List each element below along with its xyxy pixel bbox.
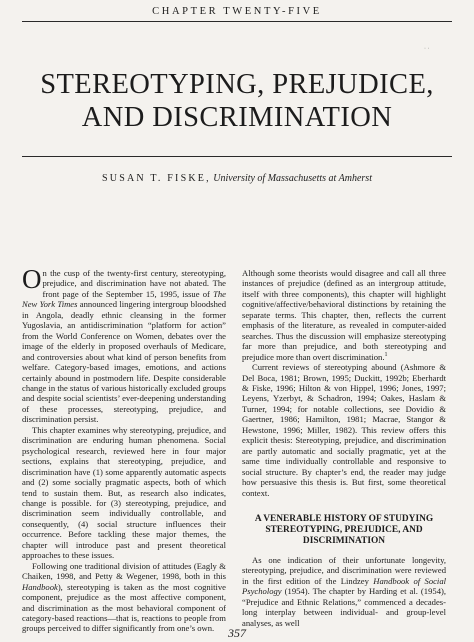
paragraph-text: Following one traditional division of attitudes (Eagly & Chaiken, 1998, and Petty & Wegener, 1998, both in this bbox=[22, 560, 226, 582]
right-column bbox=[242, 268, 446, 628]
paragraph: Current reviews of stereotyping abound (Ashmore & Del Boca, 1981; Brown, 1995; Duckitt, 1992b; Eberhardt & Fiske, 1996; Hilton & von Hippel, 1996; Jones, 1997; Leyens, Yzerbyt, & Schadron, 1994; Oakes, Haslam & Turner, 1994; for notable collections, see Dovidio & Gaertner, 1986; Hamilton, 1981; Macrae, Stangor & Hewstone, 1996; Miller, 1982). This review offers this explicit thesis: Stereotyping, prejudice, and discrimination are partly automatic and socially pragmatic, yet at the same time individually controllable and responsive to social structure. By chapter’s end, the reader may judge how persuasive this thesis is. But first, some theoretical context. bbox=[242, 362, 446, 498]
italic-title: Handbook of Social Psychology bbox=[242, 575, 447, 597]
chapter-label: CHAPTER TWENTY-FIVE bbox=[152, 6, 322, 17]
paragraph bbox=[242, 268, 446, 362]
title-rule bbox=[22, 156, 452, 157]
paragraph-text: n the cusp of the twenty-first century, stereotyping, prejudice, and discrimination have not abated. The front page of the September 15, 1995, issue of bbox=[42, 268, 226, 299]
paragraph-text: announced lingering intergroup bloodshed in Angola, deadly ethnic cleansing in the former Yugoslavia, an antidiscrimination “platform for action” from the World Conference on Women, debates over the image of the elderly in proposed overhauls of Medicare, and controversies about what kind of person benefits from welfare. Category-based images, emotions, and actions certainly abound in postmodern life. Despite considerable change in the status of various historically excluded groups and despite social scientists’ ever-deepening understanding of these processes, stereotyping, prejudice, and discrimination persist. bbox=[22, 299, 226, 425]
paragraph bbox=[22, 264, 226, 425]
italic-title: The New York Times bbox=[22, 288, 226, 310]
author-name: SUSAN T. FISKE, bbox=[102, 173, 211, 184]
paragraph-text: (1954). The chapter by Harding et al. (1954), “Prejudice and Ethnic Relations,” commenced a decades-long interplay between individual- and group-level analyses, as well bbox=[242, 586, 446, 628]
header-rule bbox=[22, 21, 452, 22]
scan-specks: · · bbox=[424, 46, 430, 52]
paragraph-text: Although some theorists would disagree and call all three instances of prejudice (defined as an intergroup attitude, itself with three components), this chapter will highlight cognitive/affective/behavioral distinctions by retaining the separate terms. This chapter, then, reflects the current emphasis of the literature, as revealed in computer-aided searches. Thus the discussion will emphasize stereotyping far more than prejudice, and both stereotyping and prejudice more than overt discrimination. bbox=[242, 268, 446, 362]
section-heading: A VENERABLE HISTORY OF STUDYING STEREOTYPING, PREJUDICE, AND DISCRIMINATION bbox=[254, 513, 434, 546]
paragraph bbox=[22, 561, 226, 634]
paragraph bbox=[242, 555, 446, 628]
chapter-title bbox=[0, 68, 474, 134]
author-line bbox=[0, 173, 474, 184]
italic-title: Handbook bbox=[22, 581, 58, 592]
running-header bbox=[0, 0, 474, 26]
paragraph: This chapter examines why stereotyping, prejudice, and discrimination are enduring human phenomena. Social psychological research, reviewed here in four major sections, explains that stereotyping, prejudice, and discrimination have (1) some apparently automatic aspects and (2) some socially pragmatic aspects, both of which tend to sustain them. But, as research also indicates, change is possible. for (3) stereotyping, prejudice, and discrimination seem individually controllable, and consequently, (4) social structure influences their occurrence. Before tackling these major themes, the chapter will introduce past and present theoretical approaches to these issues. bbox=[22, 424, 226, 561]
footnote-marker: 1 bbox=[384, 351, 388, 358]
page-number: 357 bbox=[228, 626, 246, 640]
paragraph-text: ), stereotyping is taken as the most cognitive component, prejudice as the most affective component, and discrimination as the most behavioral component of category-based reactions—that is, reactions to people from groups perceived to differ significantly from one’s own. bbox=[22, 581, 226, 634]
chapter-title-line1: STEREOTYPING, PREJUDICE, bbox=[40, 69, 434, 100]
chapter-title-line2: AND DISCRIMINATION bbox=[81, 102, 393, 133]
left-column bbox=[22, 264, 226, 634]
paragraph-text: As one indication of their unfortunate longevity, stereotyping, prejudice, and discrimination were reviewed in the first edition of the Lindzey bbox=[242, 554, 446, 586]
drop-cap: O bbox=[22, 264, 42, 294]
author-affiliation: University of Massachusetts at Amherst bbox=[213, 173, 372, 184]
